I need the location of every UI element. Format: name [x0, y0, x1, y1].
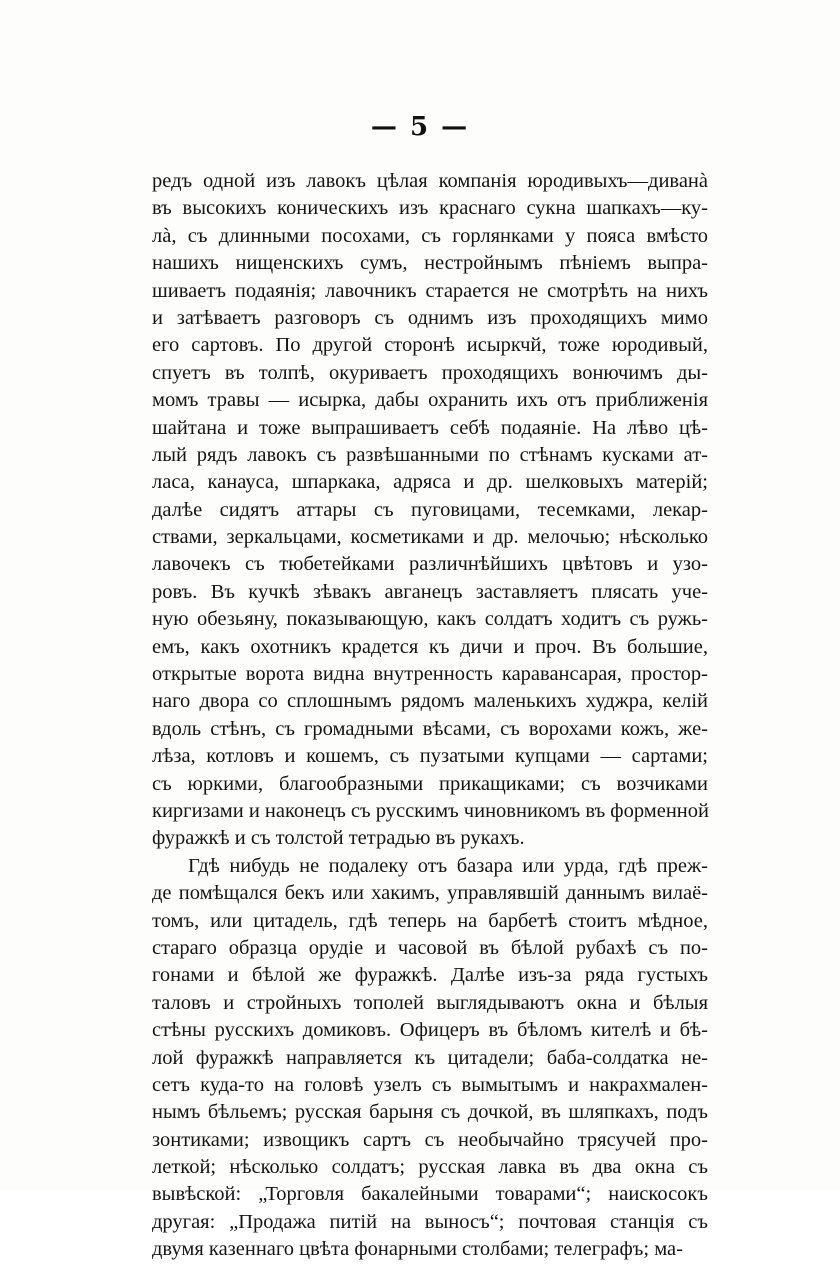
text-line: нашихъ нищенскихъ сумъ, нестройнымъ пѣніемъ выпра-: [152, 252, 708, 275]
text-line: редъ одной изъ лавокъ цѣлая компанія юродивыхъ—диванà: [152, 170, 708, 192]
text-line: киргизами и наконецъ съ русскимъ чиновникомъ въ форменной: [152, 799, 710, 822]
text-line: фуражкѣ и съ толстой тетрадью въ рукахъ.: [152, 827, 525, 850]
text-line: гонами и бѣлой же фуражкѣ. Далѣе изъ-за ряда густыхъ: [152, 964, 708, 987]
text-line: далѣе сидятъ аттары съ пуговицами, тесемками, лекар-: [152, 498, 708, 521]
text-line: леткой; нѣсколько солдатъ; русская лавка въ два окна съ: [152, 1156, 708, 1179]
text-line: ную обезьяну, показывающую, какъ солдатъ ходитъ съ ружь-: [152, 608, 708, 631]
text-line: нымъ бѣльемъ; русская барыня съ дочкой, въ шляпкахъ, подъ: [152, 1101, 708, 1124]
body-text: [152, 168, 708, 1264]
text-line: ствами, зеркальцами, косметиками и др. мелочью; нѣсколько: [152, 526, 708, 549]
text-line: наго двора со сплошнымъ рядомъ маленькихъ худжра, келій: [152, 690, 708, 713]
text-line: двумя казеннаго цвѣта фонарными столбами; телеграфъ; ма-: [152, 1238, 683, 1261]
text-line: стараго образца орудіе и часовой въ бѣлой рубахѣ съ по-: [152, 936, 708, 959]
text-line: лый рядъ лавокъ съ развѣшанными по стѣнамъ кусками ат-: [152, 443, 708, 466]
text-line: таловъ и стройныхъ тополей выглядываютъ окна и бѣлыя: [152, 991, 708, 1014]
page-number: — 5 —: [370, 112, 470, 142]
text-line: Гдѣ нибудь не подалеку отъ базара или урда, гдѣ преж-: [188, 854, 708, 877]
text-line: лà, съ длинными посохами, съ горлянками у пояса вмѣсто: [152, 224, 708, 247]
text-line: вывѣской: „Торговля бакалейными товарами“; наискосокъ: [152, 1183, 708, 1206]
text-line: момъ травы — исырка, дабы охранить ихъ отъ приближенія: [152, 389, 708, 412]
text-line: шайтана и тоже выпрашиваетъ себѣ подаяніе. На лѣво цѣ-: [152, 416, 708, 439]
text-line: въ высокихъ коническихъ изъ краснаго сукна шапкахъ—ку-: [152, 197, 708, 220]
text-line: вдоль стѣнъ, съ громадными вѣсами, съ ворохами кожъ, же-: [152, 717, 708, 740]
text-line: и затѣваетъ разговоръ съ однимъ изъ проходящихъ мимо: [152, 306, 708, 329]
text-line: спуетъ въ толпѣ, окуриваетъ проходящихъ вонючимъ ды-: [152, 361, 708, 384]
text-line: его сартовъ. По другой сторонѣ исыркчй, тоже юродивый,: [152, 334, 708, 357]
text-line: емъ, какъ охотникъ крадется къ дичи и проч. Въ большие,: [152, 635, 708, 658]
text-line: другая: „Продажа питій на выносъ“; почтовая станція съ: [152, 1210, 708, 1233]
text-line: томъ, или цитадель, гдѣ теперь на барбетѣ стоитъ мѣдное,: [152, 909, 708, 932]
text-line: съ юркими, благообразными прикащиками; съ возчиками: [152, 772, 708, 795]
text-line: лой фуражкѣ направляется къ цитадели; баба-солдатка не-: [152, 1046, 708, 1069]
text-line: ровъ. Въ кучкѣ зѣвакъ авганецъ заставляетъ плясать уче-: [152, 580, 708, 603]
text-line: шиваетъ подаянія; лавочникъ старается не смотрѣть на нихъ: [152, 279, 708, 302]
text-line: лавочекъ съ тюбетейками различнѣйшихъ цвѣтовъ и узо-: [152, 553, 708, 576]
text-line: зонтиками; извощикъ сартъ съ необычайно трясучей про-: [152, 1128, 708, 1151]
text-line: де помѣщался бекъ или хакимъ, управлявшій даннымъ вилаё-: [152, 882, 708, 905]
text-line: ласа, канауса, шпаркака, адряса и др. шелковыхъ матерій;: [152, 471, 708, 494]
text-line: открытые ворота видна внутренность каравансарая, простор-: [152, 663, 708, 686]
text-line: стѣны русскихъ домиковъ. Офицеръ въ бѣломъ кителѣ и бѣ-: [152, 1019, 708, 1042]
text-line: лѣза, котловъ и кошемъ, съ пузатыми купцами — сартами;: [152, 745, 708, 768]
text-line: сетъ куда-то на головѣ узелъ съ вымытымъ и накрахмален-: [152, 1073, 708, 1096]
